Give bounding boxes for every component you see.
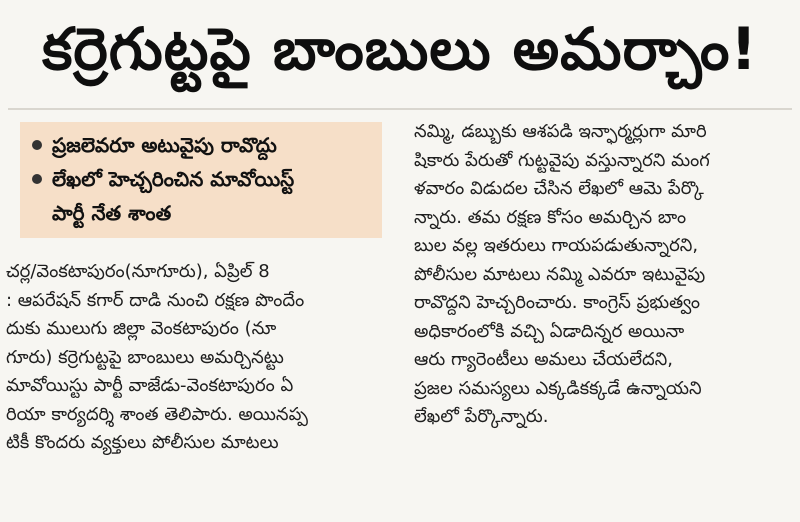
article-line: షికారు పేరుతో గుట్టవైపు వస్తున్నారని మంగ <box>414 149 710 171</box>
article-line: అధికారంలోకి వచ్చి ఏడాదిన్నర అయినా <box>414 320 685 342</box>
headline-divider <box>8 108 792 110</box>
highlight-item <box>30 162 372 230</box>
article-line: రావొద్దని హెచ్చరించారు. కాంగ్రెస్ ప్రభుత్వం <box>414 292 701 313</box>
article-line: దుకు ములుగు జిల్లా వెంకటాపురం (నూ <box>6 318 277 339</box>
article-line: ప్రజల సమస్యలు ఎక్కడికక్కడే ఉన్నాయని <box>414 377 702 399</box>
article-line: రియా కార్యదర్శి శాంత తెలిపారు. అయినప్ప <box>6 403 308 425</box>
article-line: పోలీసుల మాటలు నమ్మి ఎవరూ ఇటువైపు <box>414 263 706 285</box>
article-right-column <box>414 118 796 432</box>
article-line: చర్ల/వెంకటాపురం(నూగూరు), ఏప్రిల్ 8 <box>6 261 270 282</box>
highlight-text: లేఖలో హెచ్చరించిన మావోయిస్ట్ పార్టీ నేత శాంత <box>52 167 295 225</box>
headline: కర్రెగుట్టపై బాంబులు అమర్చాం! <box>42 14 758 83</box>
highlight-text: ప్రజలెవరూ అటువైపు రావొద్దు <box>52 133 277 157</box>
highlight-item <box>30 128 372 162</box>
article-line: బుల వల్ల ఇతరులు గాయపడుతున్నారని, <box>414 235 699 256</box>
highlights-box <box>20 122 382 238</box>
article-line: టికీ కొందరు వ్యక్తులు పోలీసుల మాటలు <box>6 432 279 453</box>
article-line: నమ్మి, డబ్బుకు ఆశపడి ఇన్ఫార్మర్లుగా మారి <box>414 121 707 142</box>
article-line: లేఖలో పేర్కొన్నారు. <box>414 406 549 427</box>
bullet-icon <box>32 140 42 150</box>
article-line: న్నారు. తమ రక్షణ కోసం అమర్చిన బాం <box>414 206 687 228</box>
article-line: మావోయిస్టు పార్టీ వాజేడు-వెంకటాపురం ఏ <box>6 375 294 396</box>
article-line: : ఆపరేషన్ కగార్ దాడి నుంచి రక్షణ పొందేం <box>6 289 305 311</box>
article-left-column <box>6 258 398 458</box>
article-line: గూరు) కర్రెగుట్టపై బాంబులు అమర్చినట్టు <box>6 346 284 368</box>
article-line: ఆరు గ్యారెంటీలు అమలు చేయలేదని, <box>414 349 674 370</box>
bullet-icon <box>32 174 42 184</box>
article-line: ళవారం విడుదల చేసిన లేఖలో ఆమె పేర్కొ <box>414 178 704 199</box>
